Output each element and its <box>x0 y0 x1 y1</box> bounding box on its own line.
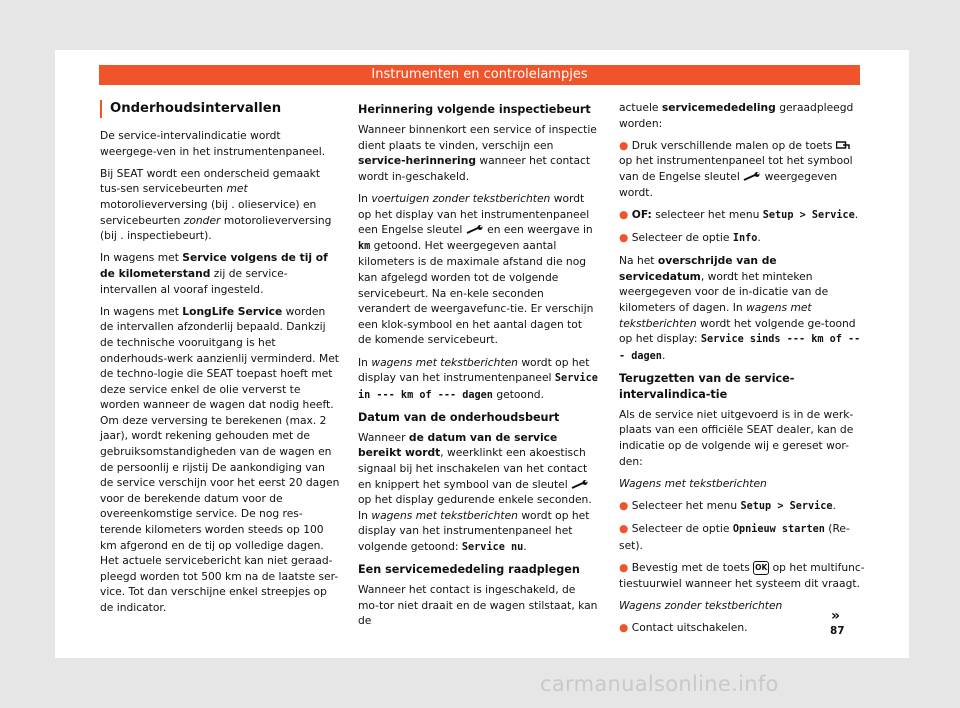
text: . <box>661 348 666 362</box>
text: . <box>757 230 761 244</box>
wrench-icon <box>466 225 484 235</box>
text: actuele <box>619 101 662 114</box>
subheading: Datum van de onderhoudsbeurt <box>358 410 560 424</box>
paragraph <box>358 191 598 348</box>
text: en een weergave in <box>483 223 593 237</box>
paragraph <box>100 250 340 297</box>
column-2 <box>358 100 598 636</box>
paragraph <box>100 166 340 244</box>
column-3 <box>619 100 865 642</box>
text: wanneer het contact wordt in-geschakeld. <box>358 154 591 183</box>
bullet-icon: ● <box>619 561 629 574</box>
bullet-icon: ● <box>619 522 629 536</box>
italic-text: wagens met tekstberichten <box>371 355 518 369</box>
bullet-item <box>619 230 865 247</box>
chapter-title: Instrumenten en controlelampjes <box>371 67 588 82</box>
paragraph <box>358 430 598 556</box>
bold-text: servicemededeling <box>661 101 776 114</box>
text: , wordt het minteken weergegeven voor de in-dicatie van de kilometers of dagen. In <box>619 269 829 314</box>
wrench-icon <box>571 480 589 490</box>
car-key-icon <box>836 141 850 151</box>
paragraph <box>358 122 598 184</box>
text: In <box>358 355 372 369</box>
chapter-header <box>99 65 860 85</box>
wrench-icon <box>743 172 761 182</box>
paragraph <box>100 304 340 616</box>
text: Wanneer het contact is ingeschakeld, de mo-tor niet draait en de wagen stilstaat, kan de <box>358 583 598 628</box>
bullet-icon: ● <box>619 230 629 244</box>
text: . <box>832 499 836 513</box>
section-title: Onderhoudsintervallen <box>100 100 340 118</box>
italic-text: wagens met tekstberichten <box>619 300 812 330</box>
page-number: 87 <box>830 625 845 637</box>
mono-text: Service nu <box>461 542 524 554</box>
ok-key-icon: OK <box>753 561 769 575</box>
bold-text: LongLife Service <box>182 304 283 318</box>
paragraph <box>619 476 865 492</box>
mono-text: Opnieuw starten <box>732 524 825 536</box>
italic-text: zonder <box>183 213 221 227</box>
text: In wagens met <box>100 251 183 265</box>
text: . <box>854 207 859 221</box>
subheading: Herinnering volgende inspectiebeurt <box>358 103 591 116</box>
text: wordt het volgende ge-toond op het display: <box>619 316 856 346</box>
text: Contact uitschakelen. <box>628 620 748 634</box>
mono-text: km <box>358 240 371 252</box>
bold-text: Service volgens de tij of de kilometerstand <box>100 251 328 280</box>
text: getoond. Het weergegeven aantal kilometers is de maximale afstand die nog kan afgelegd worden tot de volgende servicebeurt. Na en-kele seconden verandert de weergavefunc-tie. Er verschijn een klok-symbool en het aantal dagen tot de komende servicebeurt. <box>358 238 594 347</box>
text: Wanneer binnenkort een service of inspectie dient plaats te vinden, verschijn een <box>358 123 597 152</box>
mono-text: Setup > Service <box>762 209 855 221</box>
bold-text: OF: <box>631 207 652 221</box>
bullet-item <box>619 498 865 515</box>
paragraph <box>358 582 598 629</box>
italic-text: voertuigen zonder tekstberichten <box>371 191 551 205</box>
italic-subheading: Wagens zonder tekstberichten <box>619 598 783 612</box>
paragraph <box>358 355 598 404</box>
text: wordt op het display van het instrumentenpaneel het volgende getoond: <box>358 508 590 554</box>
bullet-item <box>619 620 865 636</box>
text: op het multifunc-tiestuurwiel wanneer het systeem dit vraagt. <box>619 561 865 590</box>
text: De service-intervalindicatie wordt weergege-ven in het instrumentenpaneel. <box>100 129 326 158</box>
bullet-icon: ● <box>619 499 629 513</box>
subheading: Terugzetten van de service-intervalindica-tie <box>619 371 795 401</box>
italic-subheading: Wagens met tekstberichten <box>619 476 767 490</box>
text: (Re-set). <box>619 522 850 552</box>
text: weergegeven wordt. <box>619 169 838 199</box>
text: motorolieverversing (bij . olieservice) en servicebeurten <box>100 197 317 227</box>
subheading: Een servicemededeling raadplegen <box>358 563 580 577</box>
text: Bevestig met de toets <box>628 561 754 574</box>
italic-text: met <box>226 182 248 196</box>
text: Bij SEAT wordt een onderscheid gemaakt tus-sen servicebeurten <box>100 166 321 196</box>
text: op het display gedurende enkele seconden. In <box>358 493 592 522</box>
watermark: carmanualsonline.info <box>540 672 779 696</box>
bullet-icon: ● <box>619 207 629 221</box>
mono-text: Service in --- km of --- dagen <box>358 373 598 401</box>
text: motorolieverversing (bij . inspectiebeurt). <box>100 213 332 243</box>
bullet-icon: ● <box>619 138 629 152</box>
bullet-icon: ● <box>619 620 629 634</box>
paragraph <box>619 407 865 469</box>
text: Selecteer de optie <box>628 230 733 244</box>
bullet-item <box>619 138 865 200</box>
text: Selecteer de optie <box>628 522 733 536</box>
text: Wanneer <box>358 430 409 444</box>
text: geraadpleegd worden: <box>619 101 854 130</box>
mono-text: Setup > Service <box>740 501 833 513</box>
text: . <box>523 540 527 554</box>
paragraph <box>619 253 865 364</box>
continued-mark: » <box>831 608 841 624</box>
text: In wagens met <box>100 304 183 318</box>
text: Als de service niet uitgevoerd is in de werk-plaats van een officiële SEAT dealer, kan de indicatie op de volgende wij e gereset wor-den: <box>619 407 854 468</box>
bullet-item <box>619 521 865 553</box>
text: Na het <box>619 254 658 268</box>
text: op het instrumentenpaneel tot het symbool van de Engelse sleutel <box>619 154 853 183</box>
text: wordt op het display van het instrumentenpaneel een Engelse sleutel <box>358 191 590 237</box>
column-1 <box>100 100 340 622</box>
bold-text: overschrijde van de servicedatum <box>619 254 777 283</box>
text: selecteer het menu <box>651 207 763 221</box>
paragraph <box>619 598 865 614</box>
manual-page <box>55 50 909 658</box>
text: worden de intervallen afzonderlij bepaald. Dankzij de technische vooruitgang is het onderhouds-werk aanzienlij verminderd. Met de techno-logie die SEAT toepast hoeft met deze service enkel de olie ververst te worden wanneer de wagen dat nodig heeft. Om deze verversing te berekenen (max. 2 jaar), wordt rekening gehouden met de gebruiksomstandigheden van de wagen en de persoonlij e rijstij De aankondiging van de service verschijn voor het eerst 20 dagen voor de berekende datum voor de overeenkomstige service. De nog res-terende kilometers worden steeds op 100 km afgerond en de tij op volledige dagen. Het actuele servicebericht kan niet geraad-pleegd worden tot 500 km na de laatste ser-vice. Tot dan verschijne enkel streepjes op de indicator. <box>100 304 340 614</box>
text: getoond. <box>492 387 544 401</box>
text: wordt op het display van het instrumentenpaneel <box>358 355 590 385</box>
text: zij de service-intervallen al vooraf ingesteld. <box>100 266 288 296</box>
paragraph <box>619 100 865 131</box>
bullet-item <box>619 207 865 224</box>
bold-text: de datum van de service bereikt wordt <box>358 430 558 460</box>
paragraph <box>100 128 340 159</box>
mono-text: Service sinds --- km of --- dagen <box>619 334 861 362</box>
text: In <box>358 191 372 205</box>
bullet-item <box>619 560 865 591</box>
text: Selecteer het menu <box>628 499 741 513</box>
italic-text: wagens met tekstberichten <box>371 508 518 522</box>
mono-text: Info <box>732 232 758 244</box>
text: Druk verschillende malen op de toets <box>628 138 836 152</box>
bold-text: service-herinnering <box>358 154 476 168</box>
text: , weerklinkt een akoestisch signaal bij het inschakelen van het contact en knippert het symbool van de sleutel <box>358 446 588 491</box>
